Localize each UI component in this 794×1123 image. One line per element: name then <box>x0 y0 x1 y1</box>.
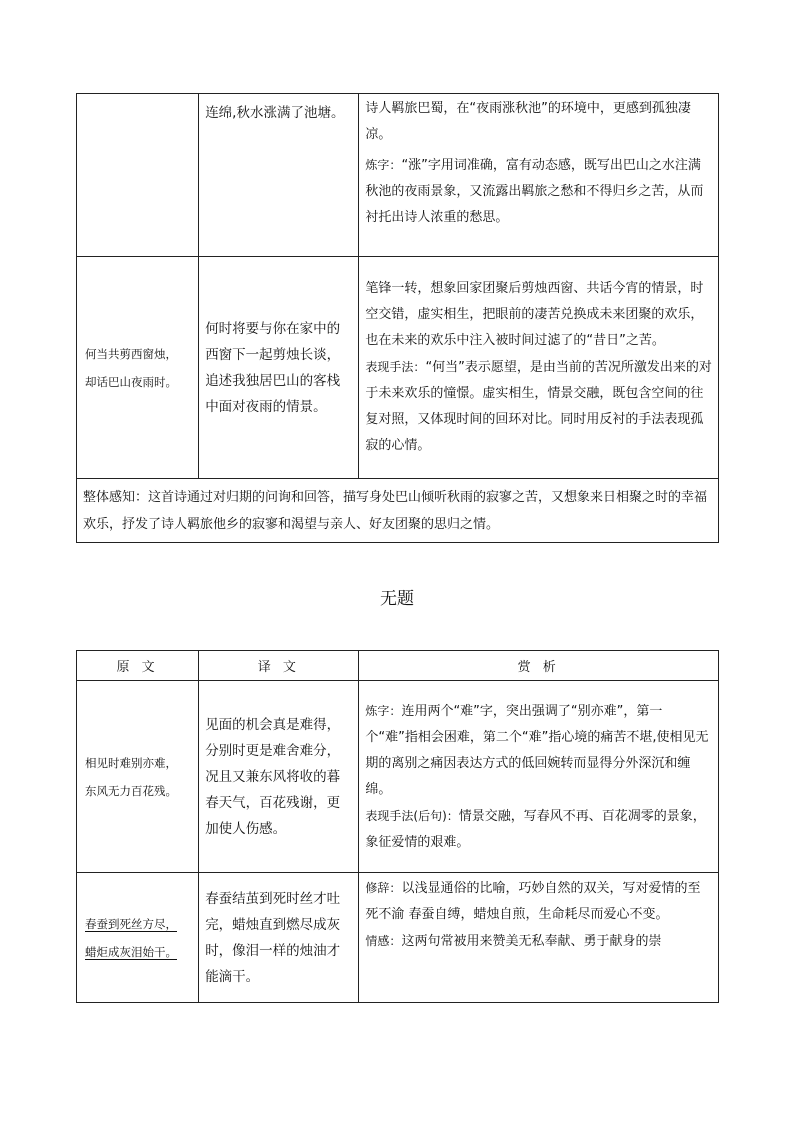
header-original: 原 文 <box>77 651 199 681</box>
analysis-cell <box>359 257 719 479</box>
poem-line: 东风无力百花残。 <box>85 783 177 798</box>
translation-cell <box>199 257 359 479</box>
poem-line: 何当共剪西窗烛， <box>85 346 177 361</box>
header-analysis: 赏 析 <box>359 651 719 681</box>
translation-cell <box>199 681 359 873</box>
analysis-cell <box>359 873 719 1003</box>
analysis-body: 以浅显通俗的比喻，巧妙自然的双关，写对爱情的至死不渝 春蚕自缚，蜡烛自煎，生命耗尽而爱心不变。 <box>365 881 701 922</box>
summary-text: 整体感知：这首诗通过对归期的问询和回答，描写身处巴山倾听秋雨的寂寥之苦，又想象来日相聚之时的幸福欢乐，抒发了诗人羁旅他乡的寂寥和渴望与亲人、好友团聚的思归之情。 <box>83 489 708 532</box>
header-translation: 译 文 <box>199 651 359 681</box>
poem-line: 却话巴山夜雨时。 <box>85 374 177 389</box>
analysis-label: 表现手法(后句)： <box>365 808 459 823</box>
translation-cell <box>199 94 359 257</box>
analysis-body: “涨”字用词准确，富有动态感，既写出巴山之水注满秋池的夜雨景象，又流露出羁旅之愁和不得归乡之苦，从而衬托出诗人浓重的愁思。 <box>365 158 704 225</box>
analysis-text <box>365 354 712 459</box>
analysis-text <box>365 152 712 231</box>
analysis-text <box>365 875 712 928</box>
table-header-row <box>77 651 719 681</box>
analysis-label: 炼字： <box>365 703 402 718</box>
analysis-body: 这两句常被用来赞美无私奉献、勇于献身的崇 <box>401 934 662 949</box>
original-cell <box>77 94 199 257</box>
analysis-text: 诗人羁旅巴蜀，在“夜雨涨秋池”的环境中，更感到孤独凄凉。 <box>365 101 691 142</box>
table-row <box>77 94 719 257</box>
original-cell <box>77 681 199 873</box>
table-row <box>77 873 719 1003</box>
table-row <box>77 681 719 873</box>
analysis-text <box>365 698 712 803</box>
analysis-text <box>365 803 712 856</box>
analysis-label: 情感： <box>365 934 402 948</box>
poem-line: 相见时难别亦难， <box>85 755 177 770</box>
original-cell <box>77 257 199 479</box>
summary-cell <box>77 479 719 543</box>
translation-text: 见面的机会真是难得，分别时更是难舍难分，况且又兼东风将收的暮春天气，百花残谢，更加使人伤感。 <box>205 716 341 837</box>
analysis-body: 情景交融，写春风不再、百花凋零的景象，象征爱情的艰难。 <box>365 808 706 850</box>
section-title: 无题 <box>380 589 414 609</box>
analysis-cell <box>359 681 719 873</box>
analysis-label: 修辞： <box>365 881 402 895</box>
analysis-body: 连用两个“难”字，突出强调了“别亦难”，第一个“难”指相会困难，第二个“难”指心境的痛苦不堪,使相见无期的离别之痛因表达方式的低回婉转而显得分外深沉和缠绵。 <box>365 703 709 797</box>
poem-line: 蜡炬成灰泪始干。 <box>85 944 177 959</box>
analysis-text <box>365 928 712 955</box>
table-row <box>77 479 719 543</box>
poem-line: 春蚕到死丝方尽， <box>85 916 177 931</box>
translation-text: 何时将要与你在家中的西窗下一起剪烛长谈，追述我独居巴山的客栈中面对夜雨的情景。 <box>205 320 341 415</box>
poem-table-continued <box>76 93 719 543</box>
analysis-cell <box>359 94 719 257</box>
analysis-label: 炼字： <box>365 158 402 172</box>
table-row <box>77 257 719 479</box>
original-cell <box>77 873 199 1003</box>
translation-text: 连绵,秋水涨满了池塘。 <box>205 105 345 121</box>
analysis-label: 表现手法： <box>365 360 426 374</box>
poem-table <box>76 650 719 1003</box>
analysis-body: “何当”表示愿望，是由当前的苦况所激发出来的对于未来欢乐的憧憬。虚实相生，情景交融，既包含空间的往复对照，又体现时间的回环对比。同时用反衬的手法表现孤寂的心情。 <box>365 360 712 453</box>
translation-cell <box>199 873 359 1003</box>
translation-text: 春蚕结茧到死时丝才吐完，蜡烛直到燃尽成灰时，像泪一样的烛油才能滴干。 <box>205 890 341 985</box>
analysis-text: 笔锋一转，想象回家团聚后剪烛西窗、共话今宵的情景，时空交错，虚实相生，把眼前的凄苦兑换成未来团聚的欢乐，也在未来的欢乐中注入被时间过滤了的“昔日”之苦。 <box>365 281 704 348</box>
